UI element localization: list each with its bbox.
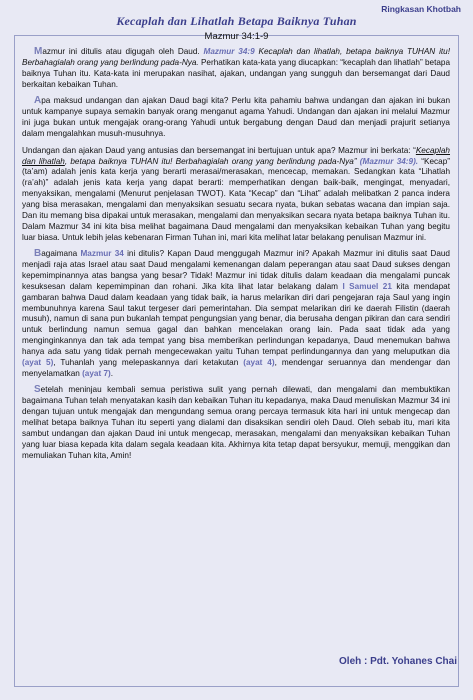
scripture-ref: (ayat 5) bbox=[22, 357, 54, 367]
text: “Kecap” (ta’am) adalah jenis kata kerja yang berarti merasai/merasakan, mencecap, memakan. Sedangkan kata “Lihatlah (ra’ah)” adalah jenis kata kerja yang dapat berarti: memperhatikan dengan baik-baik, mengingat, menyadari, menyaksikan, mengalami (Menurut penjelasan TWOT). Kata “Kecap” dan “Lihat” adalah melibatkan 2 panca indera yang bisa merasakan, mengalami dan menyaksikan sesuatu secara nyata, bukan sebatas wacana dan impian saja. Dan itu memang bisa dipakai untuk merasakan, mengalami dan menyaksikan secara nyata betapa baiknya Tuhan itu. Dalam Mazmur 34 ini kita bisa melihat bagaimana Daud mengalami dan menyaksikan kebaikan Tuhan yang begitu luar biasa. Untuk lebih jelas kebenaran Firman Tuhan ini, mari kita melihat latar belakang penulisan Mazmur ini. bbox=[22, 156, 450, 242]
quote: Kecaplah dan lihatlah, betapa baiknya TUHAN itu! Berbahagialah orang yang berlindung pada-Nya. bbox=[22, 47, 450, 67]
scripture-reference: Mazmur 34:1-9 bbox=[204, 31, 269, 42]
sermon-body bbox=[22, 47, 450, 467]
section-label: Ringkasan Khotbah bbox=[381, 4, 461, 14]
text: etelah meninjau kembali semua peristiwa sulit yang pernah dilewati, dan mengalami dan membuktikan bagaimana Tuhan telah menyatakan kasih dan kebaikan Tuhan itu kepadanya, maka Daud menuliskan Mazmur 34 ini dengan tujuan untuk mengajak dan mengundang semua orang percaya termasuk kita hari ini untuk mengecap dan melihat betapa baiknya Tuhan itu seperti yang dialami dan disaksikan sendiri oleh Daud. Oleh sebab itu, mari kita sambut undangan dan ajakan Daud ini untuk mengecap, merasakan, mengalami dan menyaksikan kebaikan Tuhan yang luar biasa kepada kita dalam segala keadaan kita. Akhirnya kita tetap dapat bersyukur, memuji, menggikan dan memuliakan Tuhan kita, Amin! bbox=[22, 385, 450, 460]
scripture-ref: Mazmur 34 bbox=[80, 249, 124, 259]
paragraph-3 bbox=[22, 146, 450, 244]
text: kita mendapat gambaran bahwa Daud dalam keadaan yang tidak baik, ia harus melarikan diri dari pengejaran raja Saul yang ingin membunuhnya karena Saul takut tergeser dari pemerintahan. Dia sempat melarikan diri ke daerah Filistin (daerah musuh), namun di sana pun bukanlah tempat pengungsian yang benar, dia berusaha dengan pikiran dan cara sendiri untuk berlindung namun semua gagal dan bahkan mencelakan orang lain. Pada saat tidak ada yang menginginkannya dan tak ada tempat yang bisa memberikan perlindungan kepadanya, Daud menemukan bahwa hanya ada satu yang tidak pernah mengecewakan yaitu Tuhan tempat perlindungannya dan yang meluputkan dia bbox=[22, 281, 450, 356]
text: . bbox=[110, 368, 114, 378]
text: Undangan dan ajakan Daud yang antusias dan bersemangat ini bertujuan untuk apa? Mazmur ini berkata: “ bbox=[22, 145, 416, 155]
text: pa maksud undangan dan ajakan Daud bagi kita? Perlu kita pahamiu bahwa undangan dan ajakan ini bukan untuk kampanye supaya semakin banyak orang menganut agama Yahudi. Undangan dan ajakan ini melalui Mazmur ini juga bukan untuk mengajak orang-orang Yahudi untuk bergabung dengan Daud dan menjadi prajurit setianya dalam mengalahkan musuh-musuhnya. bbox=[22, 96, 450, 138]
text: ini ditulis? Kapan Daud menggugah Mazmur ini? Apakah Mazmur ini ditulis saat Daud menjadi raja atas Israel atau saat Daud mengalami kemenangan dalam peperangan atau saat Daud sukses dengan kepemimpinannya atas bangsa yang besar? Tidak! Mazmur ini tidak ditulis dalam keadaan dia mengalami puncak kesuksesan dalam kepemimpinan dan rohani. Jika kita lihat latar belakang dalam bbox=[22, 249, 450, 291]
scripture-ref: (ayat 7) bbox=[82, 368, 111, 378]
text: , mendengar seruannya dan mendengar dan menyelamatkan bbox=[22, 357, 450, 378]
scripture-ref: (ayat 4) bbox=[243, 357, 275, 367]
underlined-quote: Kecaplah dan lihatlah bbox=[22, 145, 450, 166]
page-title: Kecaplah dan Lihatlah Betapa Baiknya Tuhan bbox=[116, 14, 357, 28]
dropcap: S bbox=[34, 384, 41, 396]
text: , Tuhanlah yang melepaskannya dari ketakutan bbox=[53, 357, 244, 367]
scripture-ref: (Mazmur 34:9). bbox=[359, 156, 419, 166]
text: agaimana bbox=[41, 249, 81, 259]
dropcap: A bbox=[34, 95, 42, 107]
paragraph-2 bbox=[22, 96, 450, 139]
quote: , betapa baiknya TUHAN itu! Berbahagialah orang yang berlindung pada-Nya” bbox=[64, 156, 357, 166]
scripture-ref: Mazmur 34:9 bbox=[203, 47, 255, 56]
scripture-ref: I Samuel 21 bbox=[342, 281, 392, 291]
author-credit: Oleh : Pdt. Yohanes Chai bbox=[339, 656, 457, 667]
paragraph-4 bbox=[22, 249, 450, 379]
dropcap: M bbox=[34, 46, 43, 57]
paragraph-1 bbox=[22, 47, 450, 90]
text: azmur ini ditulis atau digugah oleh Daud. bbox=[42, 47, 204, 56]
paragraph-5 bbox=[22, 385, 450, 461]
dropcap: B bbox=[34, 248, 42, 260]
text: Perhatikan kata-kata yang diucapkan: “kecaplah dan lihatlah” betapa baiknya Tuhan itu. Kata-kata ini merupakan nasihat, ajakan, undangan yang sungguh dan bersemangat dari Daud berkaitan kebaikan Tuhan. bbox=[22, 57, 451, 89]
